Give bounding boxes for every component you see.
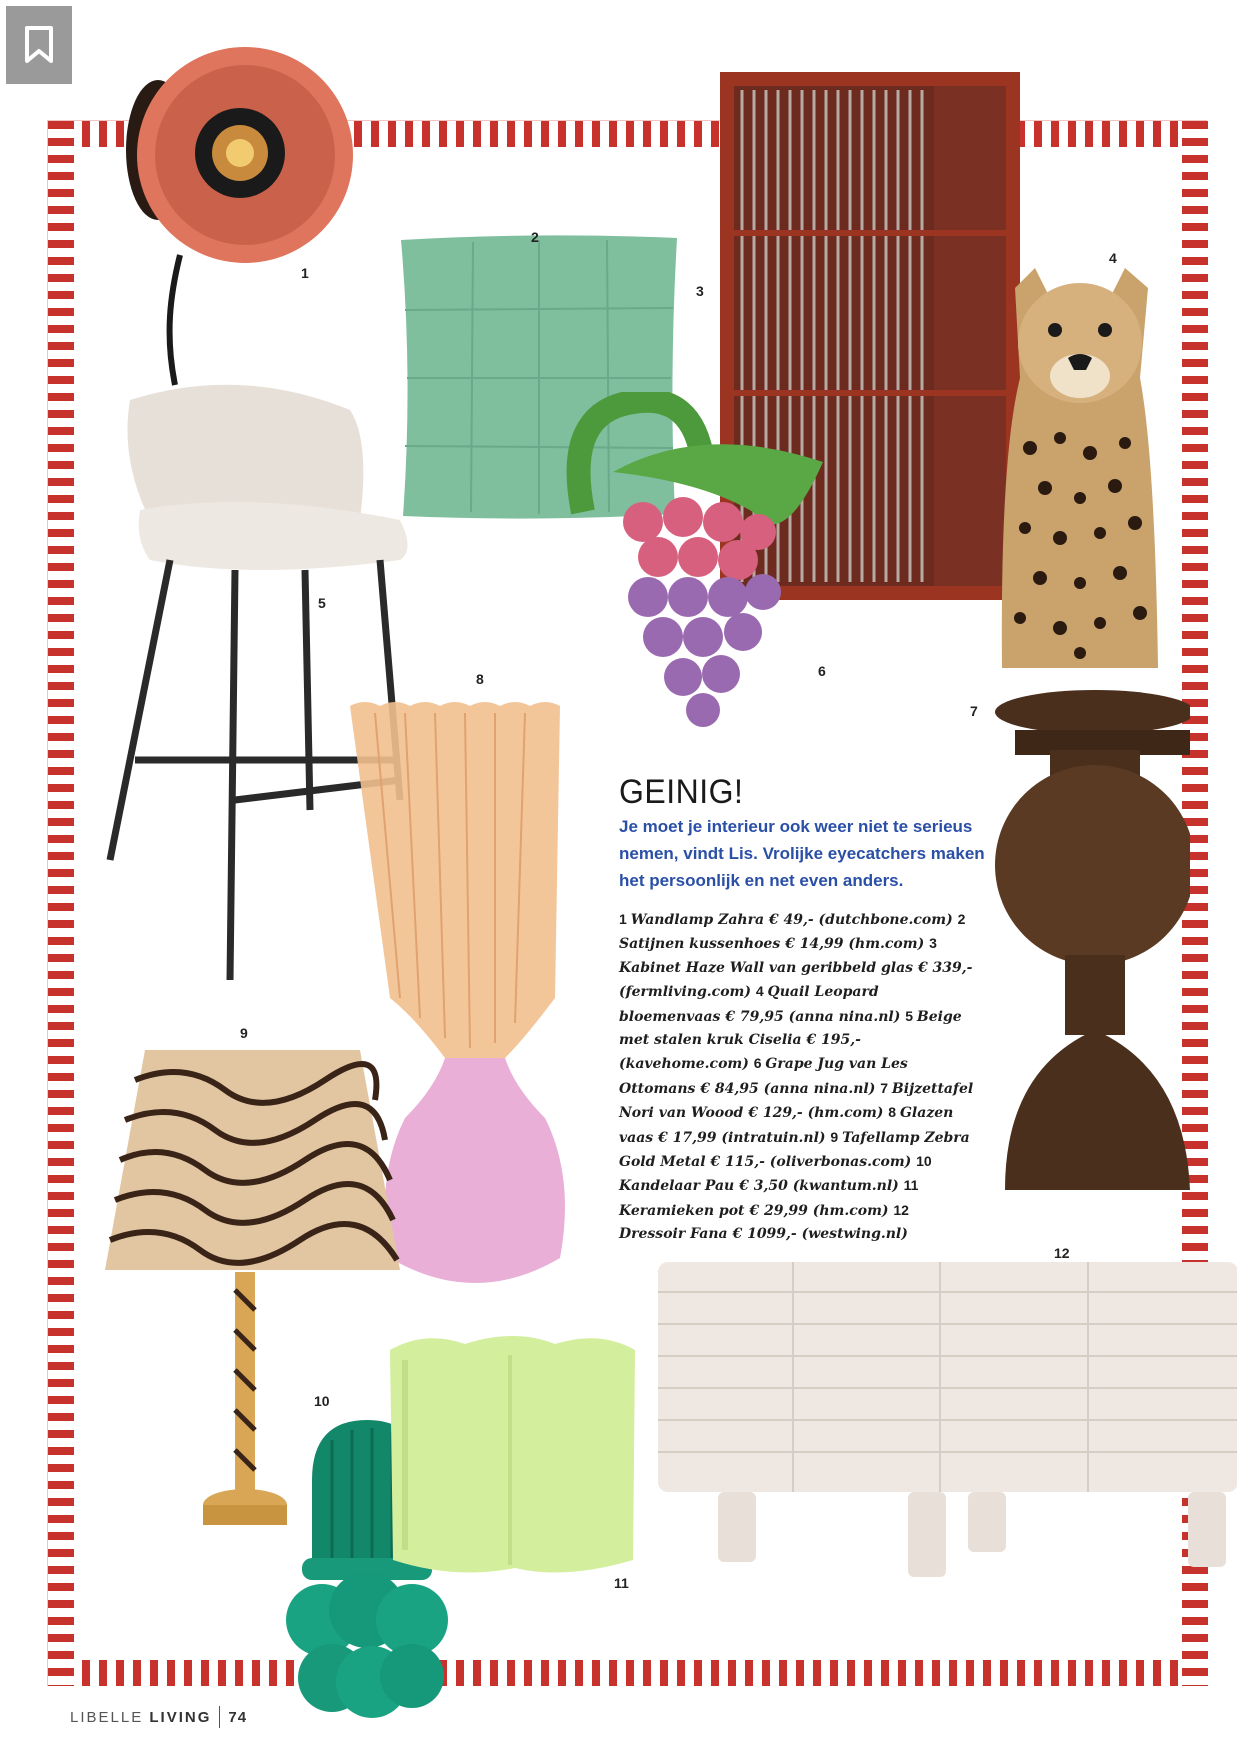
credit-text: Dressoir Fana € 1099,- (westwing.nl) bbox=[619, 1226, 908, 1243]
credit-text: Grape Jug van Les Ottomans € 84,95 (anna nina.nl) bbox=[619, 1056, 908, 1097]
credit-text: Tafellamp Zebra Gold Metal € 115,- (oliverbonas.com) bbox=[619, 1129, 970, 1171]
label-8: 8 bbox=[476, 671, 484, 687]
credit-number: 4 bbox=[755, 983, 768, 1000]
credit-text: Quail Leopard bloemenvaas € 79,95 (anna nina.nl) bbox=[619, 984, 906, 1025]
product-ceramic-pot bbox=[385, 1330, 640, 1580]
label-5: 5 bbox=[318, 595, 326, 611]
credit-text: Wandlamp Zahra € 49,- (dutchbone.com) bbox=[630, 912, 958, 928]
label-11: 11 bbox=[614, 1575, 629, 1591]
label-4: 4 bbox=[1109, 250, 1117, 266]
credit-number: 8 bbox=[888, 1104, 900, 1121]
credit-number: 3 bbox=[929, 935, 937, 952]
label-6: 6 bbox=[818, 663, 826, 679]
product-grape-jug bbox=[553, 392, 843, 732]
credit-text: Bijzettafel Nori van Woood € 129,- (hm.com) bbox=[619, 1080, 974, 1122]
credit-number: 1 bbox=[619, 911, 631, 927]
label-12: 12 bbox=[1054, 1245, 1070, 1261]
label-7: 7 bbox=[970, 703, 978, 719]
credit-text: Beige met stalen kruk Ciselia € 195,- (kavehome.com) bbox=[619, 1008, 962, 1073]
frame-stripe-bottom bbox=[48, 1660, 1208, 1686]
product-leopard-vase bbox=[990, 258, 1170, 678]
label-2: 2 bbox=[531, 229, 539, 245]
bookmark-button[interactable] bbox=[6, 6, 72, 84]
credit-number: 10 bbox=[916, 1153, 932, 1170]
intro-text: Je moet je interieur ook weer niet te serieus nemen, vindt Lis. Vrolijke eyecatchers maken het persoonlijk en net even anders. bbox=[619, 817, 985, 890]
product-wall-lamp bbox=[110, 35, 375, 395]
label-10: 10 bbox=[314, 1393, 330, 1409]
page-title: GEINIG! bbox=[619, 771, 744, 811]
page-number: 74 bbox=[228, 1708, 248, 1726]
credit-number: 2 bbox=[957, 911, 966, 927]
product-credits bbox=[619, 908, 979, 1247]
credit-text: Kandelaar Pau € 3,50 (kwantum.nl) bbox=[619, 1178, 904, 1195]
credit-number: 6 bbox=[753, 1055, 766, 1072]
product-sideboard bbox=[658, 1262, 1237, 1580]
footer-divider bbox=[219, 1706, 220, 1728]
credit-text: Kabinet Haze Wall van geribbeld glas € 339,- (fermliving.com) bbox=[619, 959, 973, 1001]
credit-number: 9 bbox=[830, 1128, 843, 1145]
label-9: 9 bbox=[240, 1025, 248, 1041]
frame-stripe-left bbox=[48, 121, 74, 1686]
label-1: 1 bbox=[301, 265, 309, 281]
credit-number: 5 bbox=[905, 1007, 917, 1024]
page-footer bbox=[70, 1706, 247, 1728]
product-side-table bbox=[995, 690, 1190, 1190]
credit-text: Glazen vaas € 17,99 (intratuin.nl) bbox=[619, 1105, 954, 1146]
credit-text: Satijnen kussenhoes € 14,99 (hm.com) bbox=[619, 936, 930, 953]
magazine-name: LIBELLE LIVING bbox=[70, 1708, 212, 1726]
bookmark-icon bbox=[24, 26, 54, 64]
credit-number: 11 bbox=[903, 1177, 919, 1194]
credit-text: Keramieken pot € 29,99 (hm.com) bbox=[619, 1202, 894, 1219]
credit-number: 12 bbox=[893, 1201, 909, 1218]
credit-number: 7 bbox=[880, 1079, 892, 1096]
label-3: 3 bbox=[696, 283, 704, 299]
